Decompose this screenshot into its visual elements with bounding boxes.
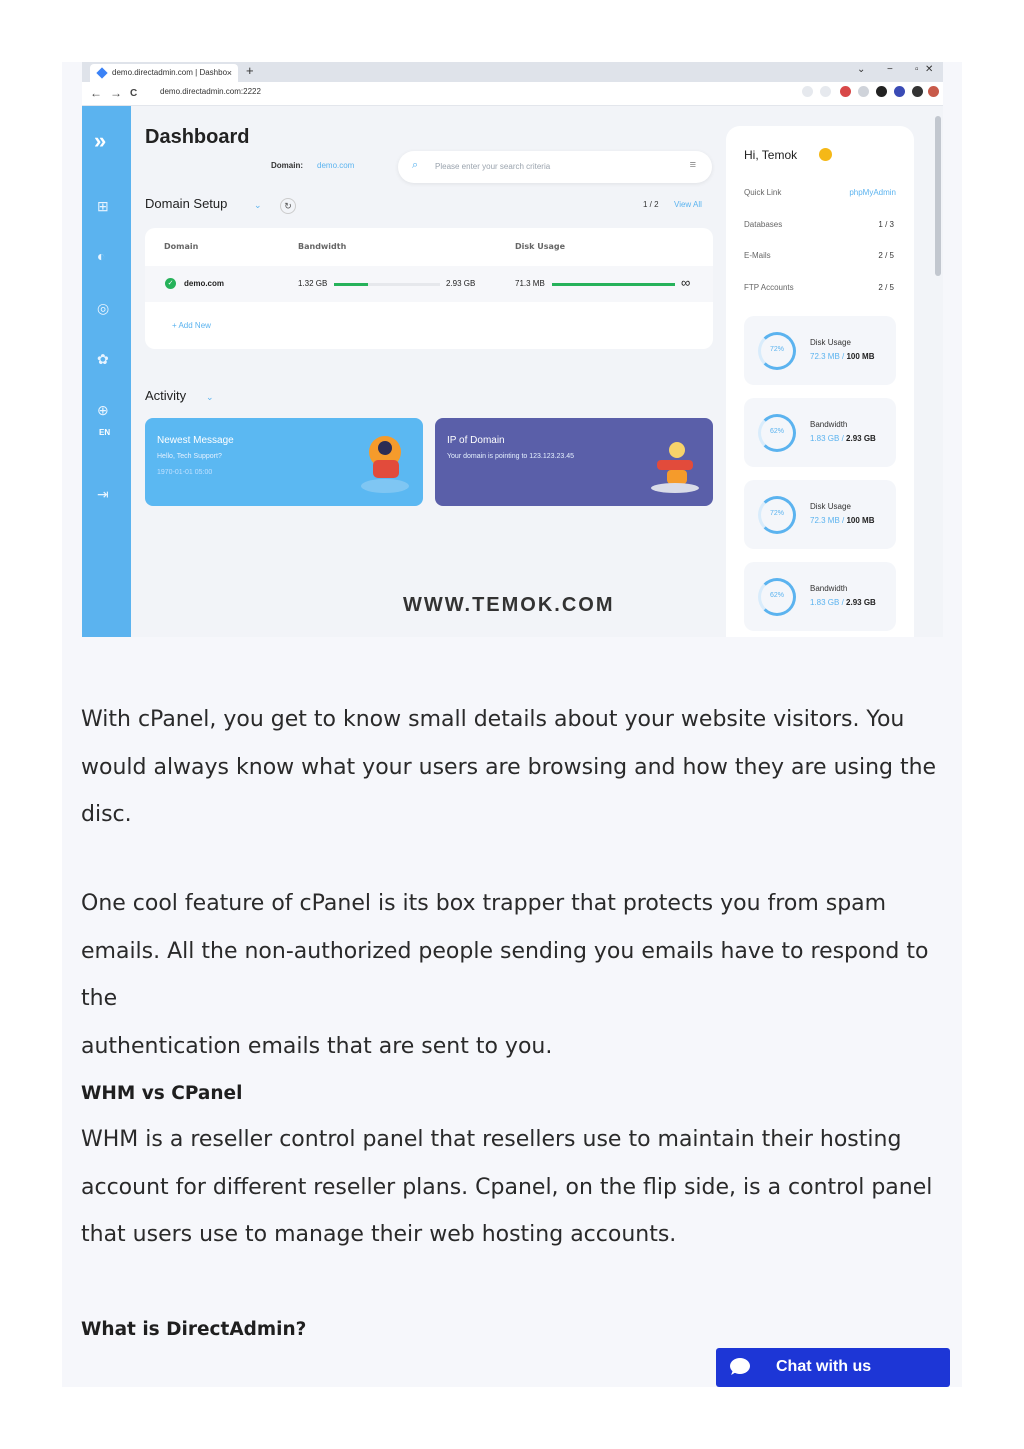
article <box>62 62 962 1387</box>
page-title: Dashboard <box>145 126 250 148</box>
star-icon[interactable] <box>820 86 831 97</box>
usage-card[interactable] <box>744 480 896 549</box>
usage-label: Disk Usage <box>810 502 851 511</box>
scrollbar[interactable] <box>935 116 941 276</box>
usage-label: Bandwidth <box>810 420 848 429</box>
address-bar-row <box>82 82 943 106</box>
usage-card[interactable] <box>744 398 896 467</box>
check-icon: ✓ <box>165 278 176 289</box>
directadmin-app <box>82 106 943 637</box>
logout-icon[interactable]: ⇥ <box>97 486 109 502</box>
column-header: Domain <box>164 242 199 251</box>
column-header: Bandwidth <box>298 242 347 251</box>
chevron-down-icon[interactable]: ⌄ <box>206 392 214 402</box>
usage-value: 1.83 GB / 2.93 GB <box>810 434 876 443</box>
filter-icon[interactable]: ≡ <box>689 159 696 171</box>
forward-button[interactable]: → <box>110 86 122 100</box>
quick-link-label: Quick Link <box>744 188 782 197</box>
domain-setup-title[interactable]: Domain Setup <box>145 196 228 211</box>
card-subtitle: Hello, Tech Support? <box>157 453 222 460</box>
progress-ring: 62% <box>758 578 796 616</box>
progress-ring: 72% <box>758 332 796 370</box>
illustration-icon <box>355 430 413 496</box>
card-title: IP of Domain <box>447 435 505 446</box>
tab-title: demo.directadmin.com | Dashbo <box>112 68 228 77</box>
search-box[interactable] <box>398 151 712 183</box>
column-header: Disk Usage <box>515 242 566 251</box>
watermark: WWW.TEMOK.COM <box>403 594 615 616</box>
globe-icon[interactable]: ⊕ <box>97 402 109 418</box>
view-all-link[interactable]: View All <box>674 200 702 209</box>
usage-label: Disk Usage <box>810 338 851 347</box>
gear-icon[interactable]: ✿ <box>97 351 109 367</box>
tab-close-icon[interactable]: × <box>226 68 232 78</box>
pager: 1 / 2 <box>643 200 659 209</box>
usage-value: 72.3 MB / 100 MB <box>810 516 875 525</box>
bandwidth-bar <box>334 283 440 286</box>
add-new-label: Add New <box>178 321 211 330</box>
usage-card[interactable] <box>744 316 896 385</box>
refresh-icon[interactable]: ↻ <box>280 198 296 214</box>
extension-icon[interactable] <box>876 86 887 97</box>
user-icon[interactable]: ◎ <box>97 300 110 316</box>
illustration-icon <box>645 430 703 496</box>
card-date: 1970-01-01 05:00 <box>157 469 213 476</box>
chat-icon[interactable]: ◐ <box>97 248 106 264</box>
extension-icon[interactable] <box>858 86 869 97</box>
profile-icon[interactable] <box>928 86 939 97</box>
browser-tab[interactable] <box>90 64 238 82</box>
usage-label: Bandwidth <box>810 584 848 593</box>
back-button[interactable]: ← <box>90 86 102 100</box>
activity-title[interactable]: Activity <box>145 388 187 403</box>
ip-of-domain-card[interactable] <box>435 418 713 506</box>
domain-select[interactable]: demo.com <box>317 161 355 170</box>
sidebar <box>82 106 131 637</box>
minimize-button[interactable]: − <box>887 64 893 75</box>
grid-icon[interactable]: ⊞ <box>97 198 109 214</box>
bandwidth-used: 1.32 GB <box>298 279 328 288</box>
section-heading: WHM vs CPanel <box>81 1083 243 1104</box>
stat-label: FTP Accounts <box>744 283 794 292</box>
chevron-down-icon[interactable]: ⌄ <box>254 200 262 210</box>
reload-button[interactable]: C <box>130 88 138 99</box>
paragraph: With cPanel, you get to know small details about your website visitors. You would always know what your users are browsing and how they are using the disc. <box>81 707 937 827</box>
stat-value: 2 / 5 <box>878 251 894 260</box>
newest-message-card[interactable] <box>145 418 423 506</box>
stat-label: Databases <box>744 220 783 229</box>
domain-table <box>145 228 713 349</box>
section-heading: What is DirectAdmin? <box>81 1319 307 1340</box>
new-tab-button[interactable]: + <box>246 63 254 78</box>
wave-icon <box>819 148 832 161</box>
phpmyadmin-link[interactable]: phpMyAdmin <box>849 188 896 197</box>
tab-search-icon[interactable]: ⌄ <box>857 64 866 75</box>
maximize-button[interactable]: ▫ <box>915 64 919 75</box>
share-icon[interactable] <box>802 86 813 97</box>
disk-limit: ∞ <box>681 275 691 290</box>
close-window-button[interactable]: ✕ <box>925 64 934 75</box>
usage-value: 1.83 GB / 2.93 GB <box>810 598 876 607</box>
logo-icon[interactable]: » <box>94 128 107 153</box>
add-new-button[interactable]: + Add New <box>172 321 211 330</box>
stat-value: 1 / 3 <box>878 220 894 229</box>
paragraph: One cool feature of cPanel is its box trapper that protects you from spam emails. All the non-authorized people sending you emails have to respond to the authentication emails that are sent to you. <box>81 891 929 1059</box>
bandwidth-total: 2.93 GB <box>446 279 476 288</box>
language-label[interactable]: EN <box>99 428 111 437</box>
domain-name[interactable]: demo.com <box>184 279 225 288</box>
user-panel <box>726 126 914 637</box>
chat-bubble-icon <box>730 1358 750 1374</box>
card-title: Newest Message <box>157 435 234 446</box>
chat-label: Chat with us <box>776 1358 872 1375</box>
domain-label: Domain: <box>271 161 303 170</box>
chat-with-us-button[interactable] <box>716 1348 950 1387</box>
browser-tab-strip <box>82 62 943 82</box>
stat-label: E-Mails <box>744 251 771 260</box>
extension-icon[interactable] <box>894 86 905 97</box>
search-input[interactable]: Please enter your search criteria <box>435 162 551 171</box>
usage-value: 72.3 MB / 100 MB <box>810 352 875 361</box>
progress-ring: 62% <box>758 414 796 452</box>
dashboard-screenshot <box>82 62 943 637</box>
puzzle-icon[interactable] <box>912 86 923 97</box>
table-row[interactable] <box>145 266 713 302</box>
usage-card[interactable] <box>744 562 896 631</box>
search-icon: ⌕ <box>412 159 419 171</box>
disk-bar <box>552 283 675 286</box>
greeting: Hi, Temok <box>744 148 798 162</box>
progress-ring: 72% <box>758 496 796 534</box>
stat-value: 2 / 5 <box>878 283 894 292</box>
favicon-icon <box>96 67 107 78</box>
url-bar[interactable]: demo.directadmin.com:2222 <box>160 87 261 96</box>
extension-icon[interactable] <box>840 86 851 97</box>
disk-used: 71.3 MB <box>515 279 545 288</box>
paragraph: WHM is a reseller control panel that resellers use to maintain their hosting account for different reseller plans. Cpanel, on the flip side, is a control panel that users use to manage their web hosting accounts. <box>81 1127 933 1247</box>
card-subtitle: Your domain is pointing to 123.123.23.45 <box>447 453 575 460</box>
